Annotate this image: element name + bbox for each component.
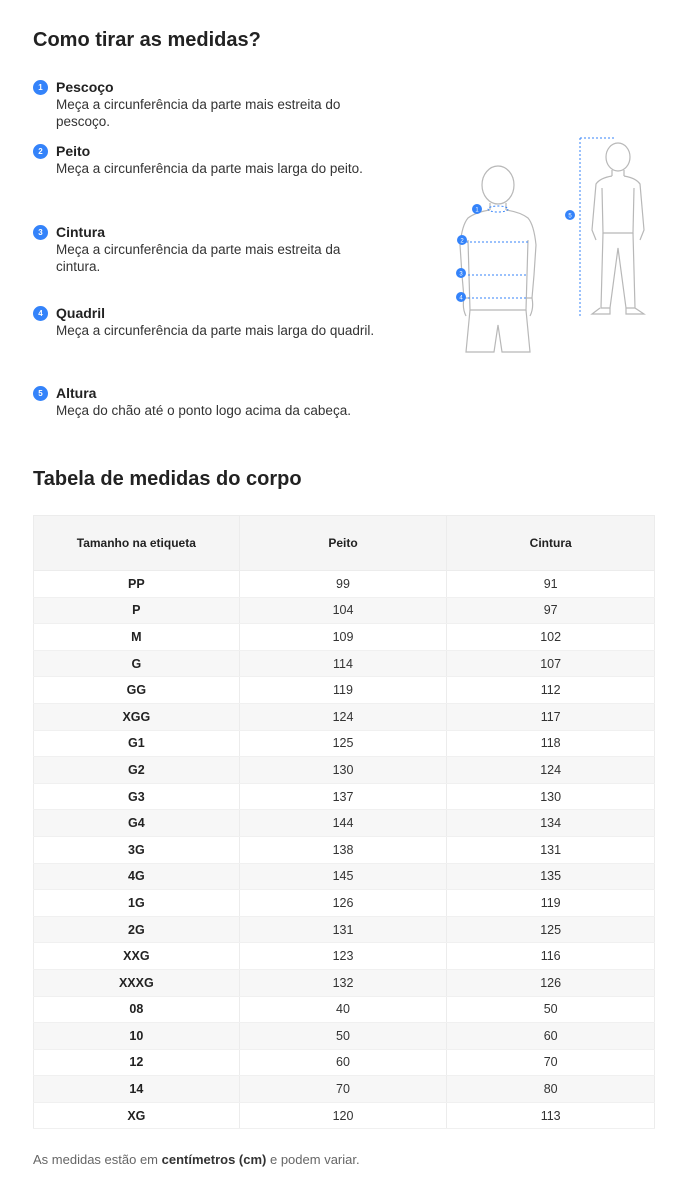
table-row xyxy=(34,916,655,943)
table-row xyxy=(34,1102,655,1129)
cell-chest: 104 xyxy=(239,597,447,624)
header-chest: Peito xyxy=(239,516,447,571)
table-row xyxy=(34,890,655,917)
cell-size: G4 xyxy=(34,810,240,837)
height-line xyxy=(580,138,615,318)
cell-waist: 125 xyxy=(447,916,655,943)
step-title: Altura xyxy=(56,385,97,401)
table-row xyxy=(34,650,655,677)
table-row xyxy=(34,624,655,651)
table-row xyxy=(34,836,655,863)
table-row xyxy=(34,863,655,890)
step-description: Meça a circunferência da parte mais larga do peito. xyxy=(56,161,363,176)
cell-size: G1 xyxy=(34,730,240,757)
cell-chest: 124 xyxy=(239,703,447,730)
cell-size: 3G xyxy=(34,836,240,863)
body-measurement-illustration xyxy=(440,130,660,365)
cell-chest: 131 xyxy=(239,916,447,943)
table-row xyxy=(34,571,655,598)
cell-chest: 132 xyxy=(239,969,447,996)
cell-waist: 116 xyxy=(447,943,655,970)
cell-chest: 114 xyxy=(239,650,447,677)
cell-waist: 126 xyxy=(447,969,655,996)
cell-waist: 70 xyxy=(447,1049,655,1076)
header-size: Tamanho na etiqueta xyxy=(34,516,240,571)
cell-size: PP xyxy=(34,571,240,598)
cell-size: 12 xyxy=(34,1049,240,1076)
cell-size: 2G xyxy=(34,916,240,943)
footnote-unit: centímetros (cm) xyxy=(161,1152,267,1167)
cell-size: GG xyxy=(34,677,240,704)
measurement-lines xyxy=(466,206,530,298)
step-number-badge: 3 xyxy=(33,225,48,240)
cell-waist: 60 xyxy=(447,1023,655,1050)
cell-size: 1G xyxy=(34,890,240,917)
front-figure xyxy=(460,166,536,352)
step-title: Peito xyxy=(56,143,91,159)
marker-3: 3 xyxy=(459,271,463,278)
table-row xyxy=(34,1076,655,1103)
cell-size: XGG xyxy=(34,703,240,730)
cell-chest: 60 xyxy=(239,1049,447,1076)
step-description: Meça a circunferência da parte mais estreita da cintura. xyxy=(56,242,341,274)
step-description: Meça a circunferência da parte mais larga do quadril. xyxy=(56,323,375,338)
table-row xyxy=(34,969,655,996)
step-number-badge: 5 xyxy=(33,386,48,401)
step-number-badge: 4 xyxy=(33,306,48,321)
step-title: Quadril xyxy=(56,305,106,321)
cell-waist: 131 xyxy=(447,836,655,863)
table-row xyxy=(34,730,655,757)
step-number-badge: 1 xyxy=(33,80,48,95)
table-header-row xyxy=(34,516,655,571)
footnote-text-end: e podem variar. xyxy=(266,1152,360,1167)
cell-waist: 80 xyxy=(447,1076,655,1103)
table-row xyxy=(34,757,655,784)
cell-chest: 40 xyxy=(239,996,447,1023)
cell-chest: 119 xyxy=(239,677,447,704)
marker-2: 2 xyxy=(460,238,464,245)
cell-size: 14 xyxy=(34,1076,240,1103)
cell-waist: 135 xyxy=(447,863,655,890)
cell-chest: 145 xyxy=(239,863,447,890)
cell-chest: 126 xyxy=(239,890,447,917)
step-title: Pescoço xyxy=(56,79,114,95)
cell-chest: 99 xyxy=(239,571,447,598)
marker-5: 5 xyxy=(568,213,572,220)
table-row xyxy=(34,810,655,837)
cell-size: P xyxy=(34,597,240,624)
cell-waist: 112 xyxy=(447,677,655,704)
cell-size: XXXG xyxy=(34,969,240,996)
cell-size: G3 xyxy=(34,783,240,810)
cell-waist: 107 xyxy=(447,650,655,677)
marker-1: 1 xyxy=(475,207,479,214)
cell-chest: 144 xyxy=(239,810,447,837)
footnote-text: As medidas estão em xyxy=(33,1152,162,1167)
step-number-badge: 2 xyxy=(33,144,48,159)
cell-chest: 50 xyxy=(239,1023,447,1050)
cell-chest: 125 xyxy=(239,730,447,757)
cell-size: XXG xyxy=(34,943,240,970)
cell-waist: 134 xyxy=(447,810,655,837)
header-waist: Cintura xyxy=(447,516,655,571)
table-row xyxy=(34,1049,655,1076)
table-row xyxy=(34,783,655,810)
table-row xyxy=(34,677,655,704)
cell-chest: 130 xyxy=(239,757,447,784)
cell-size: 10 xyxy=(34,1023,240,1050)
cell-waist: 118 xyxy=(447,730,655,757)
marker-4: 4 xyxy=(459,295,463,302)
cell-size: 08 xyxy=(34,996,240,1023)
cell-size: 4G xyxy=(34,863,240,890)
cell-chest: 109 xyxy=(239,624,447,651)
table-row xyxy=(34,1023,655,1050)
cell-waist: 102 xyxy=(447,624,655,651)
cell-size: G2 xyxy=(34,757,240,784)
cell-size: M xyxy=(34,624,240,651)
cell-waist: 91 xyxy=(447,571,655,598)
cell-chest: 138 xyxy=(239,836,447,863)
cell-chest: 137 xyxy=(239,783,447,810)
step-description: Meça do chão até o ponto logo acima da cabeça. xyxy=(56,403,351,418)
cell-waist: 119 xyxy=(447,890,655,917)
figure-markers xyxy=(456,204,575,302)
step-description: Meça a circunferência da parte mais estreita do pescoço. xyxy=(56,97,341,129)
cell-waist: 113 xyxy=(447,1102,655,1129)
table-row xyxy=(34,597,655,624)
page-title: Como tirar as medidas? xyxy=(33,29,261,51)
full-body-figure xyxy=(592,143,644,314)
cell-waist: 124 xyxy=(447,757,655,784)
table-title: Tabela de medidas do corpo xyxy=(33,468,302,490)
table-row xyxy=(34,996,655,1023)
cell-chest: 120 xyxy=(239,1102,447,1129)
table-row xyxy=(34,703,655,730)
table-row xyxy=(34,943,655,970)
cell-chest: 123 xyxy=(239,943,447,970)
cell-waist: 50 xyxy=(447,996,655,1023)
footnote xyxy=(33,1152,360,1167)
cell-waist: 117 xyxy=(447,703,655,730)
size-table xyxy=(33,515,655,1129)
cell-chest: 70 xyxy=(239,1076,447,1103)
step-title: Cintura xyxy=(56,224,105,240)
cell-size: G xyxy=(34,650,240,677)
cell-waist: 97 xyxy=(447,597,655,624)
cell-size: XG xyxy=(34,1102,240,1129)
cell-waist: 130 xyxy=(447,783,655,810)
